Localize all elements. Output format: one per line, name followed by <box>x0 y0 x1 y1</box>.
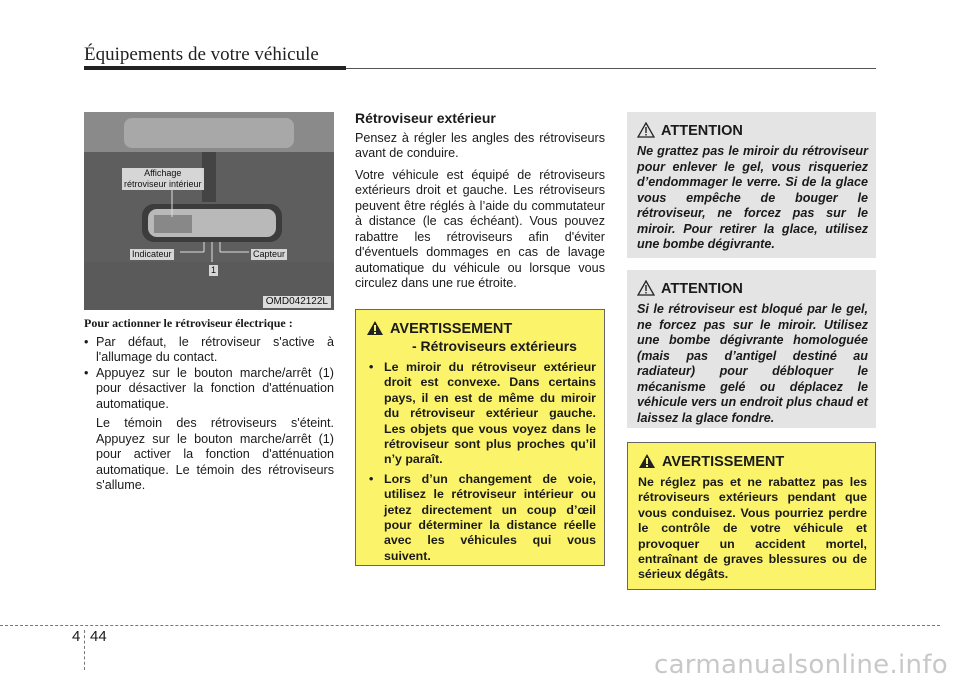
attention-box-scraping <box>627 112 876 258</box>
attention-text: Ne grattez pas le miroir du rétroviseur pour enlever le gel, vous risqueriez d’endommager le verre. Si de la glace vous empêche de bouger le rétroviseur, ne forcez pas sur le miroir. Pour retirer la glace, utilisez une bombe dégivrante. <box>637 144 868 251</box>
middle-column <box>355 111 605 298</box>
paragraph: Pensez à régler les angles des rétroviseurs avant de conduire. <box>355 130 605 160</box>
header-rule <box>84 66 346 70</box>
attention-box-frozen <box>627 270 876 428</box>
display-label <box>122 168 204 190</box>
callout-number: 1 <box>211 265 217 275</box>
warning-box-mirrors <box>355 309 605 566</box>
footer-rule <box>0 625 940 626</box>
caution-icon <box>637 280 655 296</box>
warning-text: Ne réglez pas et ne rabattez pas les rétroviseurs extérieurs pendant que vous conduisez. Vous pourriez perdre le contrôle de votre véhicule et provoquer un accident mortel, entraînant de graves blessures ou de sérieux dégâts. <box>638 475 867 582</box>
instruction-list <box>84 335 334 413</box>
page-separator <box>84 630 85 670</box>
instruction-note: Le témoin des rétroviseurs s'éteint. Appuyez sur le bouton marche/arrêt (1) pour activer la fonction d'atténuation automatique. Le témoin des rétroviseurs s'allume. <box>96 416 334 492</box>
list-item: • Lors d’un changement de voie, utilisez le rétroviseur intérieur ou jetez directement un coup d’œil pour déterminer la distance réelle avec les véhicules qui vous suivent. <box>366 472 596 564</box>
left-column <box>84 316 334 494</box>
list-item: • Le miroir du rétroviseur extérieur droit est convexe. Dans certains pays, il en est de même du miroir du rétroviseur extérieur gauche. Les objets que vous voyez dans le rétroviseur sont plus proches qu’il n’y paraît. <box>366 360 596 468</box>
page-header-title: Équipements de votre véhicule <box>84 44 319 65</box>
list-item: • Par défaut, le rétroviseur s'active à l'allumage du contact. <box>84 335 334 366</box>
warning-list <box>366 360 596 564</box>
attention-title: ATTENTION <box>661 123 743 139</box>
warning-subtitle: - Rétroviseurs extérieurs <box>412 338 577 354</box>
instruction-caption: Pour actionner le rétroviseur électrique : <box>84 316 293 330</box>
warning-icon <box>638 453 656 469</box>
warning-title: AVERTISSEMENT <box>390 321 513 337</box>
display-label-line1: Affichage <box>144 168 182 178</box>
attention-text: Si le rétroviseur est bloqué par le gel, ne forcez pas sur le miroir. Utilisez une bombe dégivrante homologuée (mais pas d’antigel destiné au radiateur) pour débloquer le mécanisme gelé ou déplacez le véhicule vers un endroit plus chaud et laissez la glace fondre. <box>637 302 868 425</box>
caution-icon <box>637 122 655 138</box>
sensor-label: Capteur <box>253 249 286 259</box>
display-label-line2: rétroviseur intérieur <box>124 179 202 189</box>
warning-icon <box>366 320 384 336</box>
section-heading: Rétroviseur extérieur <box>355 110 496 126</box>
watermark: carmanualsonline.info <box>653 650 948 680</box>
warning-box-driving <box>627 442 876 590</box>
header-rule-thin <box>346 68 876 69</box>
mirror-photo <box>84 112 334 310</box>
list-item: • Appuyez sur le bouton marche/arrêt (1) pour désactiver la fonction d'atténuation automatique. <box>84 366 334 413</box>
mirror-illustration <box>84 112 334 310</box>
page-number: 44 <box>90 628 107 645</box>
indicator-label: Indicateur <box>132 249 172 259</box>
chapter-number: 4 <box>72 628 81 645</box>
attention-title: ATTENTION <box>661 281 743 297</box>
paragraph: Votre véhicule est équipé de rétroviseurs extérieurs droit et gauche. Les rétroviseurs peuvent être réglés à l’aide du commutateur à distance (le cas échéant). Vous pouvez rabattre les rétroviseurs afin d'éviter d'éventuels dommages en cas de lavage automatique du véhicule ou lorsque vous circulez dans une rue étroite. <box>355 167 605 290</box>
figure-code: OMD042122L <box>263 296 331 308</box>
warning-title: AVERTISSEMENT <box>662 454 785 470</box>
